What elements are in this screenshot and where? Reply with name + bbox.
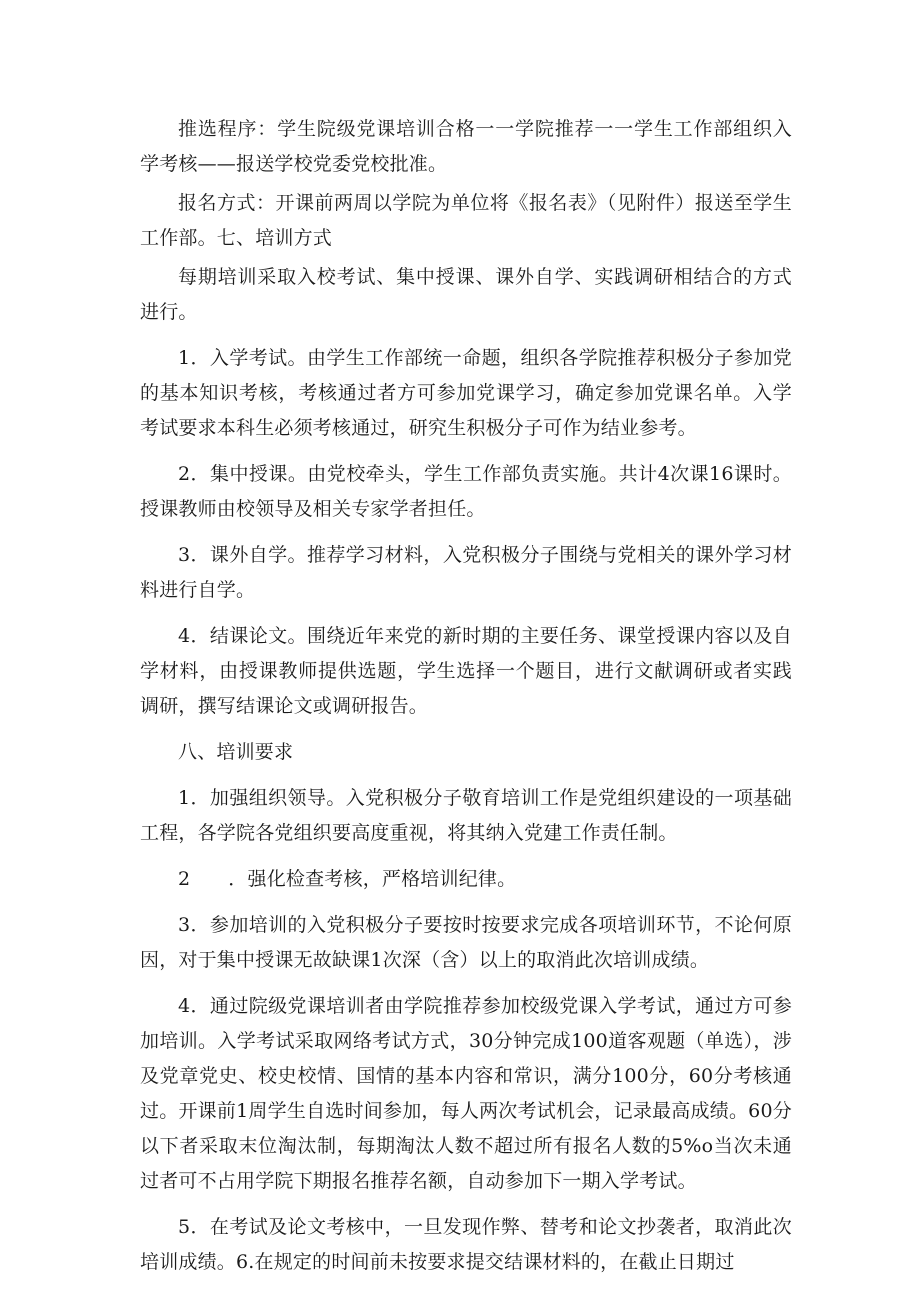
- paragraph-inspection-discipline: [140, 862, 792, 897]
- paragraph-school-exam-rules: 4．通过院级党课培训者由学院推荐参加校级党课入学考试，通过方可参加培训。入学考试采取网络考试方式，30分钟完成100道客观题（单选），涉及党章党史、校史校情、国情的基本内容和常识，满分100分，60分考核通过。开课前1周学生自选时间参加，每人两次考试机会，记录最高成绩。60分以下者采取末位淘汰制，每期淘汰人数不超过所有报名人数的5%o当次未通过者可不占用学院下期报名推荐名额，自动参加下一期入学考试。: [140, 995, 792, 1192]
- section-heading-training-requirements: 八、培训要求: [178, 741, 294, 763]
- paragraph-organization-leadership: 1．加强组织领导。入党积极分子敬育培训工作是党组织建设的一项基础工程，各学院各党组织要高度重视，将其纳入党建工作责任制。: [140, 787, 792, 844]
- paragraph-centralized-lectures: 2．集中授课。由党校牵头，学生工作部负责实施。共计4次课16课时。授课教师由校领导及相关专家学者担任。: [140, 463, 792, 520]
- paragraph-registration-method: 报名方式：开课前两周以学院为单位将《报名表》（见附件）报送至学生工作部。七、培训方式: [140, 192, 792, 249]
- paragraph-self-study: 3．课外自学。推荐学习材料，入党积极分子围绕与党相关的课外学习材料进行自学。: [140, 544, 792, 601]
- paragraph-entrance-exam: 1．入学考试。由学生工作部统一命题，组织各学院推荐积极分子参加党的基本知识考核，考核通过者方可参加党课学习，确定参加党课名单。入学考试要求本科生必须考核通过，研究生积极分子可作为结业参考。: [140, 347, 792, 439]
- paragraph-selection-procedure: 推选程序：学生院级党课培训合格一一学院推荐一一学生工作部组织入学考核——报送学校党委党校批准。: [140, 118, 792, 175]
- item-text: ．强化检查考核，严格培训纪律。: [228, 868, 517, 890]
- paragraph-training-method: 每期培训采取入校考试、集中授课、课外自学、实践调研相结合的方式进行。: [140, 266, 792, 323]
- paragraph-course-paper: 4．结课论文。围绕近年来党的新时期的主要任务、课堂授课内容以及自学材料，由授课教师提供选题，学生选择一个题目，进行文献调研或者实践调研，撰写结课论文或调研报告。: [140, 625, 792, 717]
- paragraph-cheating-and-submission: 5．在考试及论文考核中，一旦发现作弊、替考和论文抄袭者，取消此次培训成绩。6.在规定的时间前未按要求提交结课材料的，在截止日期过: [140, 1216, 792, 1273]
- item-number: 2: [178, 868, 191, 890]
- paragraph-attendance-requirement: 3．参加培训的入党积极分子要按时按要求完成各项培训环节，不论何原因，对于集中授课无故缺课1次深（含）以上的取消此次培训成绩。: [140, 914, 792, 971]
